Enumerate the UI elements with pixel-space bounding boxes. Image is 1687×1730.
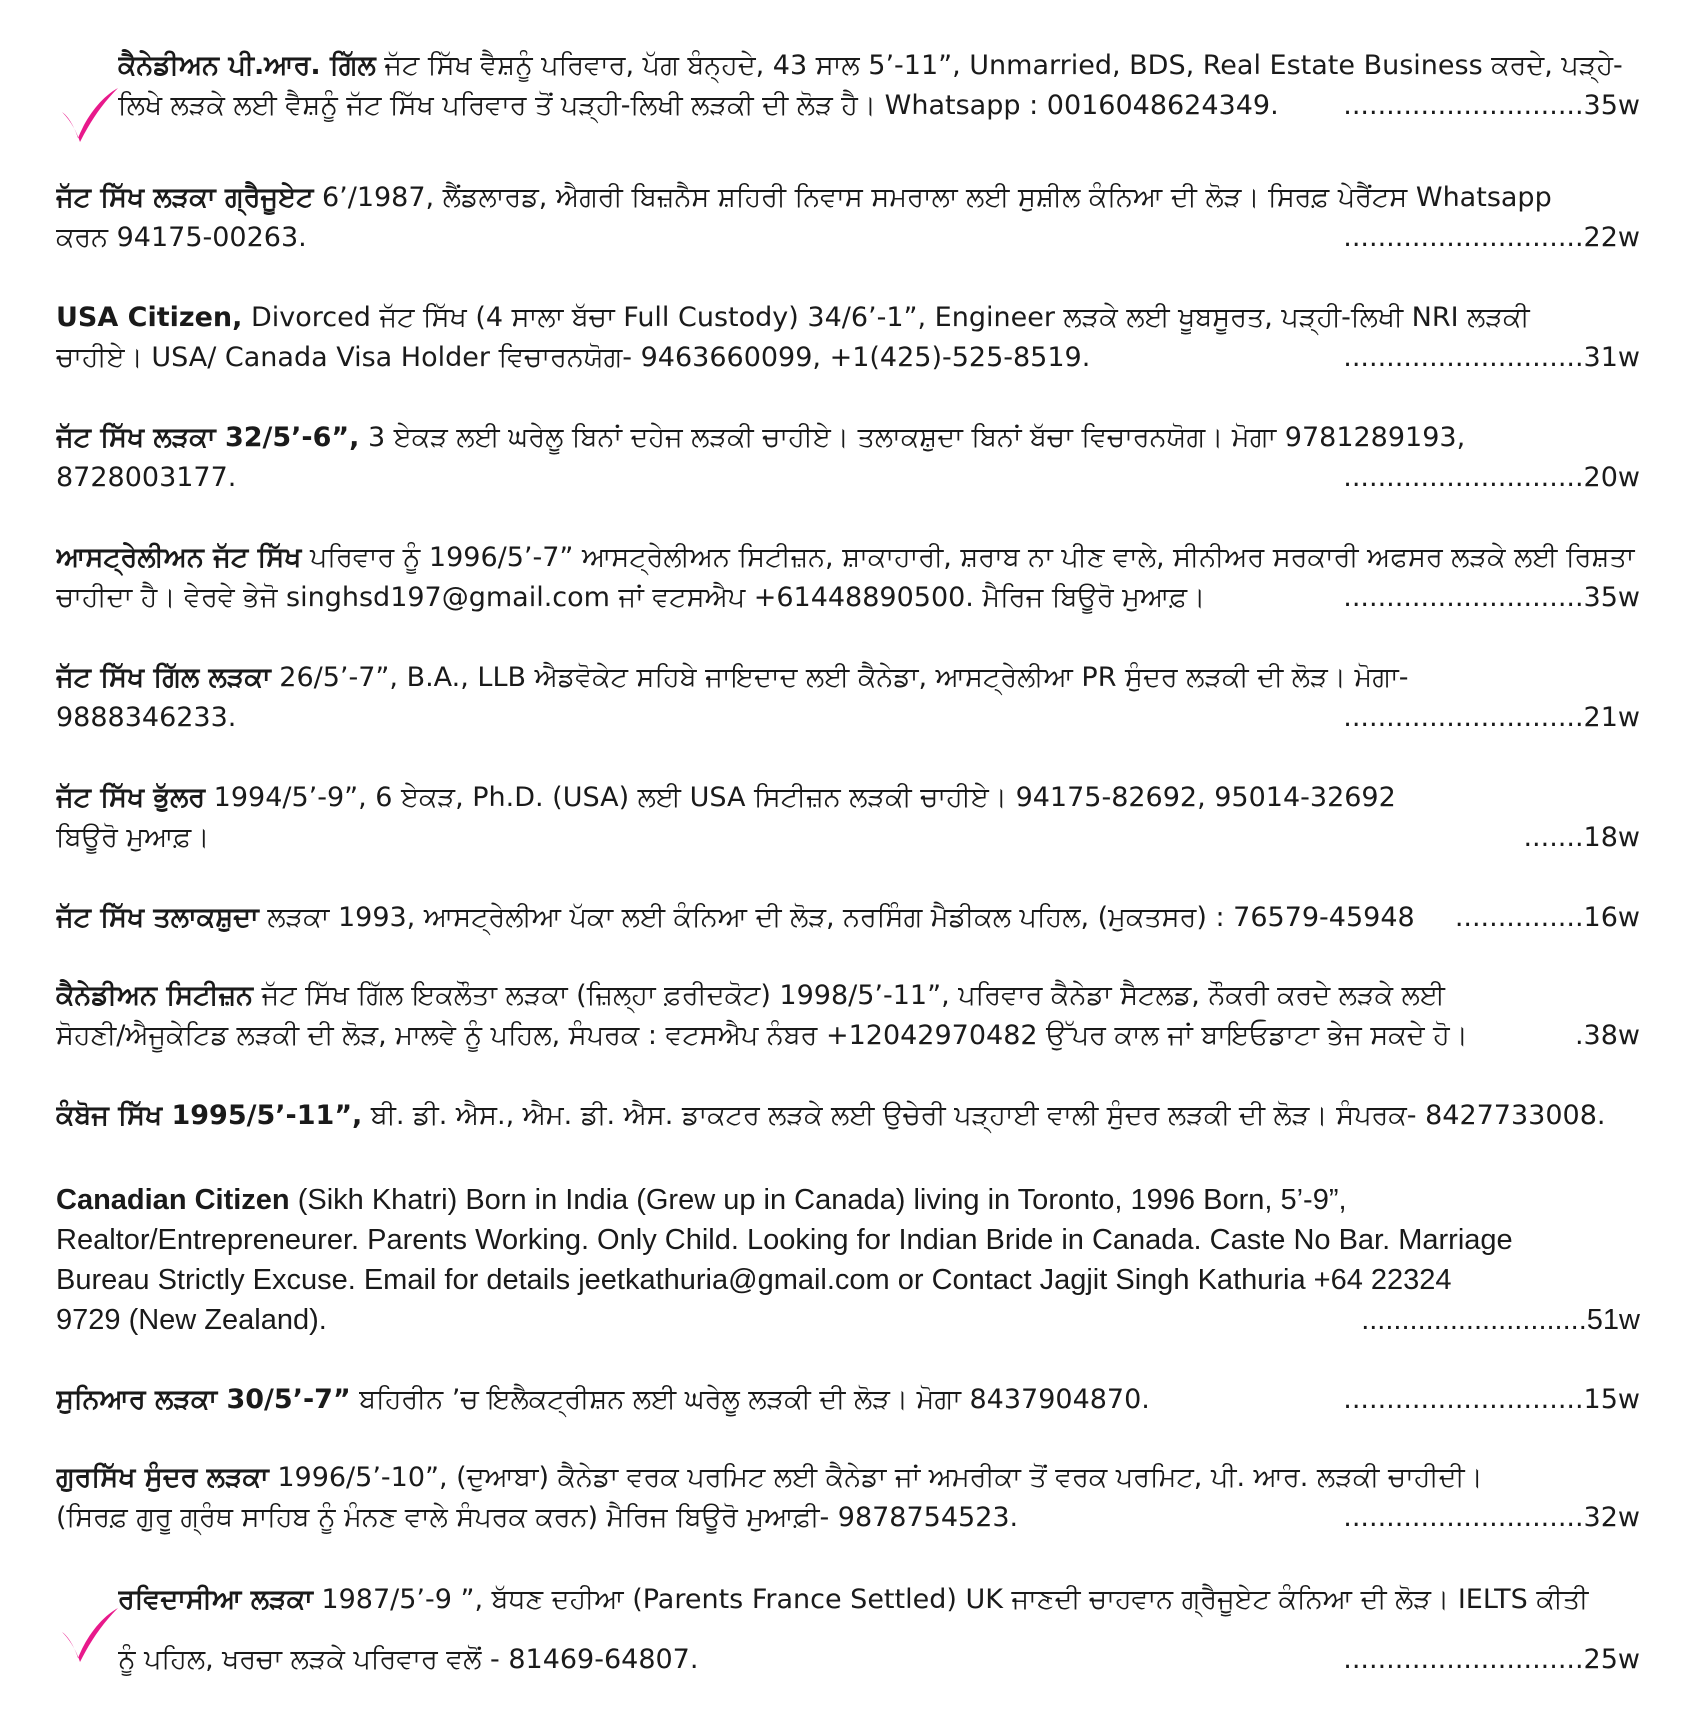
ad-text: ਜੱਟ ਸਿੱਖ ਵੈਸ਼ਨੂੰ ਪਰਿਵਾਰ, ਪੱਗ ਬੰਨ੍ਹਦੇ, 43 ਸਾਲ 5’-11”, Unmarried, BDS, Real Estate Business ਕਰਦੇ, ਪੜ੍ਹੇ- <box>375 50 1623 81</box>
ad-word-count: ............................35w <box>1337 86 1640 126</box>
ad-line <box>118 1640 1640 1680</box>
ad-text: 26/5’-7”, B.A., LLB ਐਡਵੋਕੇਟ ਸਹਿਬੇ ਜਾਇਦਾਦ ਲਈ ਕੈਨੇਡਾ, ਆਸਟ੍ਰੇਲੀਆ PR ਸੁੰਦਰ ਲੜਕੀ ਦੀ ਲੋੜ। ਮੋਗਾ- <box>270 662 1409 693</box>
ad-line <box>56 778 1640 818</box>
ad-line <box>118 46 1640 86</box>
ad-text: ਚਾਹੀਦਾ ਹੈ। ਵੇਰਵੇ ਭੇਜੋ singhsd197@gmail.com ਜਾਂ ਵਟਸਐਪ +61448890500. ਮੈਰਿਜ ਬਿਊਰੋ ਮੁਆਫ਼। <box>56 582 1206 613</box>
ad-line <box>56 976 1640 1016</box>
ad-line <box>56 458 1640 498</box>
ad-word-count: ............................15w <box>1337 1380 1640 1420</box>
ad-line <box>56 698 1640 738</box>
ad-text: 8728003177. <box>56 462 237 493</box>
ad-line <box>56 1220 1640 1260</box>
ad-text: 1994/5’-9”, 6 ਏਕੜ, Ph.D. (USA) ਲਈ USA ਸਿਟੀਜ਼ਨ ਲੜਕੀ ਚਾਹੀਏ। 94175-82692, 95014-32692 <box>205 782 1396 813</box>
ad-word-count: ............................21w <box>1337 698 1640 738</box>
ad-text: ਜੱਟ ਸਿੱਖ ਗਿੱਲ ਇਕਲੌਤਾ ਲੜਕਾ (ਜ਼ਿਲ੍ਹਾ ਫ਼ਰੀਦਕੋਟ) 1998/5’-11”, ਪਰਿਵਾਰ ਕੈਨੇਡਾ ਸੈਟਲਡ, ਨੌਕਰੀ ਕਰਦੇ ਲੜਕੇ ਲਈ <box>253 980 1445 1011</box>
ad-line <box>56 1380 1640 1420</box>
ad-text: ਪਰਿਵਾਰ ਨੂੰ 1996/5’-7” ਆਸਟ੍ਰੇਲੀਅਨ ਸਿਟੀਜ਼ਨ, ਸ਼ਾਕਾਹਾਰੀ, ਸ਼ਰਾਬ ਨਾ ਪੀਣ ਵਾਲੇ, ਸੀਨੀਅਰ ਸਰਕਾਰੀ ਅਫਸਰ ਲੜਕੇ ਲਈ ਰਿਸ਼ਤਾ <box>301 542 1635 573</box>
ad-heading: USA Citizen, <box>56 302 243 333</box>
ad-text: Divorced ਜੱਟ ਸਿੱਖ (4 ਸਾਲਾ ਬੱਚਾ Full Custody) 34/6’-1”, Engineer ਲੜਕੇ ਲਈ ਖੂਬਸੂਰਤ, ਪੜ੍ਹੀ-ਲਿਖੀ NRI ਲੜਕੀ <box>242 302 1530 333</box>
ad-item <box>56 1458 1640 1538</box>
ad-heading: ਜੱਟ ਸਿੱਖ ਭੁੱਲਰ <box>56 782 206 813</box>
ad-item <box>56 418 1640 498</box>
ad-text: ਲੜਕਾ 1993, ਆਸਟ੍ਰੇਲੀਆ ਪੱਕਾ ਲਈ ਕੰਨਿਆ ਦੀ ਲੋੜ, ਨਰਸਿੰਗ ਮੈਡੀਕਲ ਪਹਿਲ, (ਮੁਕਤਸਰ) : 76579-45948 <box>258 902 1415 933</box>
ad-text: 1996/5’-10”, (ਦੁਆਬਾ) ਕੈਨੇਡਾ ਵਰਕ ਪਰਮਿਟ ਲਈ ਕੈਨੇਡਾ ਜਾਂ ਅਮਰੀਕਾ ਤੋਂ ਵਰਕ ਪਰਮਿਟ, ਪੀ. ਆਰ. ਲੜਕੀ ਚਾਹੀਦੀ। <box>268 1462 1483 1493</box>
ad-text: 9729 (New Zealand). <box>56 1304 327 1336</box>
ad-heading: ਰਵਿਦਾਸੀਆ ਲੜਕਾ <box>118 1584 313 1615</box>
ad-text: ਬਿਊਰੋ ਮੁਆਫ਼। <box>56 822 210 853</box>
ad-text: 1987/5’-9 ”, ਬੱਧਣ ਦਹੀਆ (Parents France Settled) UK ਜਾਣਦੀ ਚਾਹਵਾਨ ਗ੍ਰੈਜੂਏਟ ਕੰਨਿਆ ਦੀ ਲੋੜ। IELTS ਕੀਤੀ <box>312 1584 1589 1615</box>
ad-heading: ਕੈਨੇਡੀਅਨ ਪੀ.ਆਰ. ਗਿੱਲ <box>118 50 376 81</box>
ad-text: ਕਰਨ 94175-00263. <box>56 222 307 253</box>
ad-text: ਲਿਖੇ ਲੜਕੇ ਲਈ ਵੈਸ਼ਨੂੰ ਜੱਟ ਸਿੱਖ ਪਰਿਵਾਰ ਤੋਂ ਪੜ੍ਹੀ-ਲਿਖੀ ਲੜਕੀ ਦੀ ਲੋੜ ਹੈ। Whatsapp : 0016048624349. <box>118 90 1279 121</box>
ad-text: 3 ਏਕੜ ਲਈ ਘਰੇਲੂ ਬਿਨਾਂ ਦਹੇਜ ਲੜਕੀ ਚਾਹੀਏ। ਤਲਾਕਸ਼ੁਦਾ ਬਿਨਾਂ ਬੱਚਾ ਵਿਚਾਰਨਯੋਗ। ਮੋਗਾ 9781289193, <box>359 422 1466 453</box>
ad-item <box>56 1096 1640 1136</box>
ad-text: ਬਹਿਰੀਨ ’ਚ ਇਲੈਕਟ੍ਰੀਸ਼ਨ ਲਈ ਘਰੇਲੂ ਲੜਕੀ ਦੀ ਲੋੜ। ਮੋਗਾ 8437904870. <box>350 1384 1150 1415</box>
ad-item <box>56 1380 1640 1420</box>
ad-item <box>56 538 1640 618</box>
ad-heading: ਜੱਟ ਸਿੱਖ ਤਲਾਕਸ਼ੁਦਾ <box>56 902 259 933</box>
ad-line <box>118 86 1640 126</box>
ad-text: (Sikh Khatri) Born in India (Grew up in Canada) living in Toronto, 1996 Born, 5’-9”, <box>289 1184 1347 1216</box>
ad-word-count: .38w <box>1569 1016 1640 1056</box>
ad-text: Realtor/Entrepreneurer. Parents Working. Only Child. Looking for Indian Bride in Canada. Caste No Bar. Marriage <box>56 1224 1513 1256</box>
ad-line <box>56 538 1640 578</box>
checkmark-icon <box>58 82 120 144</box>
ad-word-count: ............................32w <box>1337 1498 1640 1538</box>
ad-item <box>56 1180 1640 1340</box>
ad-item <box>118 46 1640 126</box>
ad-line <box>56 818 1640 858</box>
ad-word-count: ............................20w <box>1337 458 1640 498</box>
ad-line <box>56 418 1640 458</box>
ad-line <box>56 1180 1640 1220</box>
ad-item <box>56 658 1640 738</box>
ad-item <box>56 178 1640 258</box>
ad-heading: ਗੁਰਸਿੱਖ ਸੁੰਦਰ ਲੜਕਾ <box>56 1462 269 1493</box>
ad-word-count: ............................51w <box>1355 1300 1640 1340</box>
ad-heading: ਕੈਨੇਡੀਅਨ ਸਿਟੀਜ਼ਨ <box>56 980 254 1011</box>
ad-text: Bureau Strictly Excuse. Email for details jeetkathuria@gmail.com or Contact Jagjit Singh Kathuria +64 22324 <box>56 1264 1452 1296</box>
ad-line <box>56 658 1640 698</box>
ad-text: 6’/1987, ਲੈਂਡਲਾਰਡ, ਐਗਰੀ ਬਿਜ਼ਨੈਸ ਸ਼ਹਿਰੀ ਨਿਵਾਸ ਸਮਰਾਲਾ ਲਈ ਸੁਸ਼ੀਲ ਕੰਨਿਆ ਦੀ ਲੋੜ। ਸਿਰਫ਼ ਪੇਰੈਂਟਸ Whatsapp <box>313 182 1552 213</box>
ad-word-count: ............................22w <box>1337 218 1640 258</box>
ad-line <box>56 1498 1640 1538</box>
ad-line <box>56 898 1640 938</box>
ad-line <box>118 1580 1640 1620</box>
ad-line <box>56 1016 1640 1056</box>
ad-heading: ਕੰਬੋਜ ਸਿੱਖ 1995/5’-11”, <box>56 1100 363 1131</box>
ad-line <box>56 578 1640 618</box>
ad-item <box>56 298 1640 378</box>
ad-text: ਬੀ. ਡੀ. ਐਸ., ਐਮ. ਡੀ. ਐਸ. ਡਾਕਟਰ ਲੜਕੇ ਲਈ ਉਚੇਰੀ ਪੜ੍ਹਾਈ ਵਾਲੀ ਸੁੰਦਰ ਲੜਕੀ ਦੀ ਲੋੜ। ਸੰਪਰਕ- 8427733008. <box>362 1100 1606 1131</box>
ad-line <box>56 338 1640 378</box>
ad-line <box>56 1300 1640 1340</box>
ad-heading: ਸੁਨਿਆਰ ਲੜਕਾ 30/5’-7” <box>56 1384 351 1415</box>
ad-text: ਚਾਹੀਏ। USA/ Canada Visa Holder ਵਿਚਾਰਨਯੋਗ- 9463660099, +1(425)-525-8519. <box>56 342 1091 373</box>
ad-word-count: ............................25w <box>1337 1640 1640 1680</box>
ad-line <box>56 1458 1640 1498</box>
ad-line <box>56 298 1640 338</box>
ad-text: (ਸਿਰਫ਼ ਗੁਰੂ ਗ੍ਰੰਥ ਸਾਹਿਬ ਨੂੰ ਮੰਨਣ ਵਾਲੇ ਸੰਪਰਕ ਕਰਨ) ਮੈਰਿਜ ਬਿਊਰੋ ਮੁਆਫ਼ੀ- 9878754523. <box>56 1502 1019 1533</box>
ad-word-count: ............................35w <box>1337 578 1640 618</box>
ad-word-count: ............................31w <box>1337 338 1640 378</box>
ad-item <box>56 976 1640 1056</box>
ad-word-count: ...............16w <box>1449 898 1640 938</box>
ad-heading: ਜੱਟ ਸਿੱਖ ਲੜਕਾ ਗ੍ਰੈਜੂਏਟ <box>56 182 314 213</box>
ad-text: ਨੂੰ ਪਹਿਲ, ਖਰਚਾ ਲੜਕੇ ਪਰਿਵਾਰ ਵਲੋਂ - 81469-64807. <box>118 1644 699 1675</box>
ad-heading: Canadian Citizen <box>56 1184 290 1216</box>
ad-line <box>56 1260 1640 1300</box>
ad-line <box>56 218 1640 258</box>
ad-line <box>56 178 1640 218</box>
ad-heading: ਆਸਟ੍ਰੇਲੀਅਨ ਜੱਟ ਸਿੱਖ <box>56 542 302 573</box>
ad-item <box>118 1580 1640 1680</box>
ad-text: 9888346233. <box>56 702 237 733</box>
ad-line <box>56 1096 1640 1136</box>
checkmark-icon <box>58 1602 120 1664</box>
ad-item <box>56 778 1640 858</box>
ad-text: ਸੋਹਣੀ/ਐਜੂਕੇਟਿਡ ਲੜਕੀ ਦੀ ਲੋੜ, ਮਾਲਵੇ ਨੂੰ ਪਹਿਲ, ਸੰਪਰਕ : ਵਟਸਐਪ ਨੰਬਰ +12042970482 ਉੱਪਰ ਕਾਲ ਜਾਂ ਬਾਇਓਡਾਟਾ ਭੇਜ ਸਕਦੇ ਹੋ। <box>56 1020 1468 1051</box>
ad-item <box>56 898 1640 938</box>
ad-word-count: .......18w <box>1517 818 1640 858</box>
ad-heading: ਜੱਟ ਸਿੱਖ ਲੜਕਾ 32/5’-6”, <box>56 422 360 453</box>
ad-heading: ਜੱਟ ਸਿੱਖ ਗਿੱਲ ਲੜਕਾ <box>56 662 271 693</box>
